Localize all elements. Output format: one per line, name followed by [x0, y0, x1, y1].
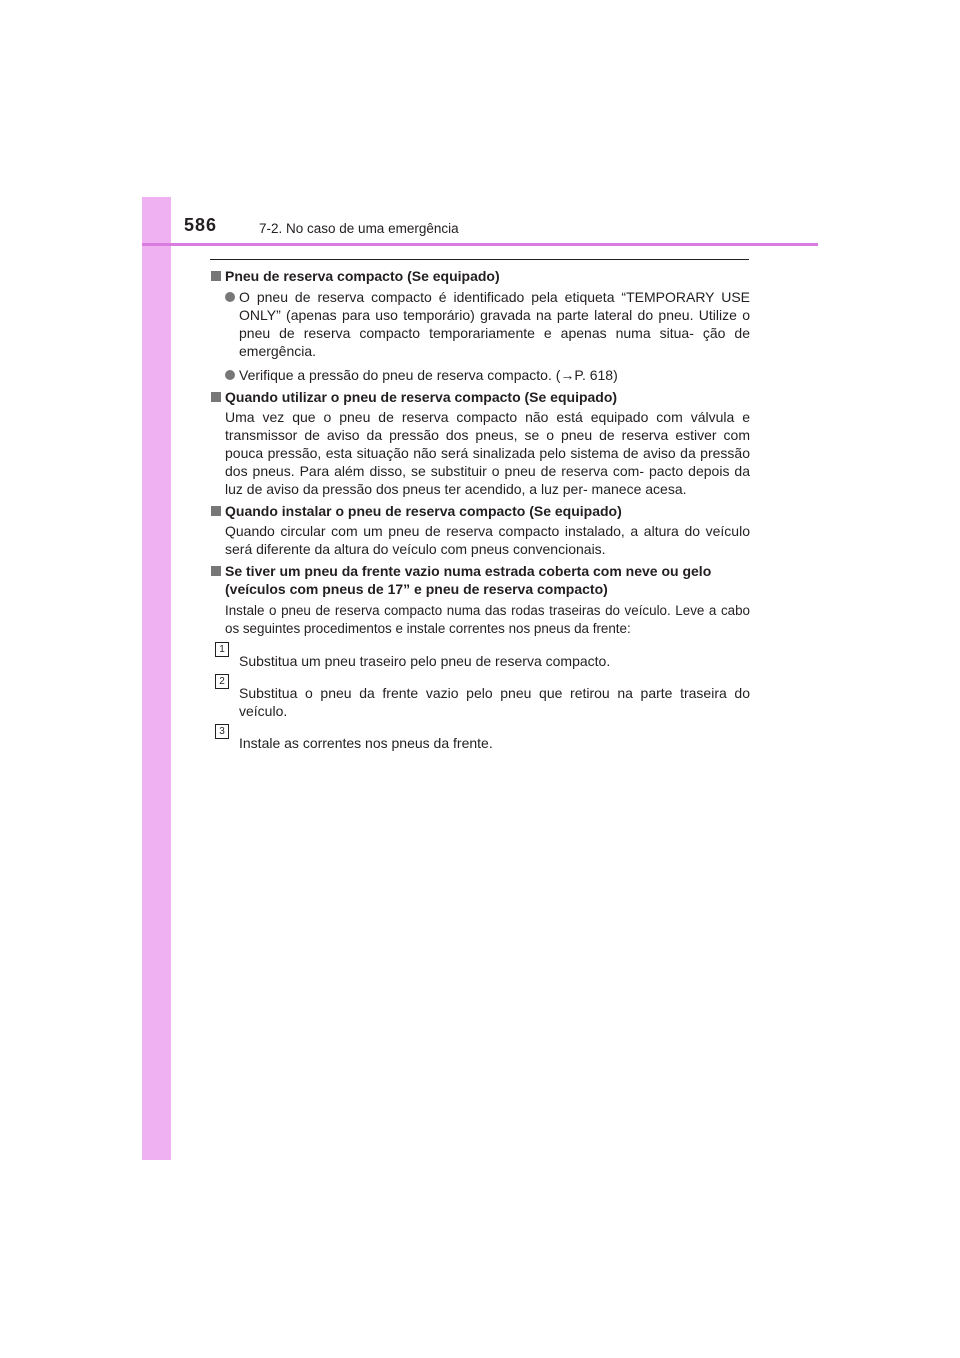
square-bullet-icon [211, 506, 221, 516]
bullet-text: O pneu de reserva compacto é identificado pela etiqueta “TEMPORARY USE ONLY” (apenas para uso temporário) gravada na parte lateral do pneu. Utilize o pneu de reserva compacto temporariamente e apenas numa situa- ção de emergência. [239, 289, 750, 359]
step-item [210, 644, 750, 670]
circle-bullet-icon [225, 292, 235, 302]
content-top-rule [210, 259, 749, 260]
step-item [210, 676, 750, 720]
step-text: Substitua um pneu traseiro pelo pneu de reserva compacto. [239, 653, 611, 669]
heading-text: Quando utilizar o pneu de reserva compacto (Se equipado) [225, 389, 618, 405]
section-heading [210, 502, 750, 520]
paragraph: Quando circular com um pneu de reserva compacto instalado, a altura do veículo será diferente da altura do veículo com pneus convencionais. [225, 523, 750, 557]
paragraph: Instale o pneu de reserva compacto numa das rodas traseiras do veículo. Leve a cabo os seguintes procedimentos e instale correntes nos pneus da frente: [225, 603, 750, 636]
circle-bullet-icon [225, 370, 235, 380]
step-text: Substitua o pneu da frente vazio pelo pneu que retirou na parte traseira do veículo. [239, 685, 750, 719]
step-number: 1 [215, 642, 229, 657]
section-heading [210, 562, 750, 598]
header-rule [142, 243, 818, 246]
heading-text: Pneu de reserva compacto (Se equipado) [225, 268, 500, 284]
bullet-item [210, 366, 750, 384]
step-item [210, 726, 750, 752]
page-content [210, 265, 750, 752]
bullet-text: Verifique a pressão do pneu de reserva compacto. (→P. 618) [239, 367, 618, 383]
square-bullet-icon [211, 271, 221, 281]
step-number: 2 [215, 674, 229, 689]
section-heading [210, 267, 750, 285]
section-heading [210, 388, 750, 406]
heading-text: Quando instalar o pneu de reserva compacto (Se equipado) [225, 503, 622, 519]
step-number: 3 [215, 724, 229, 739]
heading-text: Se tiver um pneu da frente vazio numa estrada coberta com neve ou gelo (veículos com pneus de 17” e pneu de reserva compacto) [225, 563, 712, 597]
square-bullet-icon [211, 392, 221, 402]
page-number: 586 [184, 215, 218, 235]
square-bullet-icon [211, 566, 221, 576]
chapter-sidebar-tab [142, 197, 171, 1160]
bullet-item [210, 288, 750, 360]
section-title: 7-2. No caso de uma emergência [259, 221, 459, 236]
paragraph: Uma vez que o pneu de reserva compacto não está equipado com válvula e transmissor de aviso da pressão dos pneus, se o pneu de reserva estiver com pouca pressão, esta situação não será sinalizada pelo sistema de aviso da pressão dos pneus. Para além disso, se substituir o pneu de reserva com- pacto depois da luz de aviso da pressão dos pneus ter acendido, a luz per- manece acesa. [225, 409, 750, 497]
step-text: Instale as correntes nos pneus da frente. [239, 735, 493, 751]
